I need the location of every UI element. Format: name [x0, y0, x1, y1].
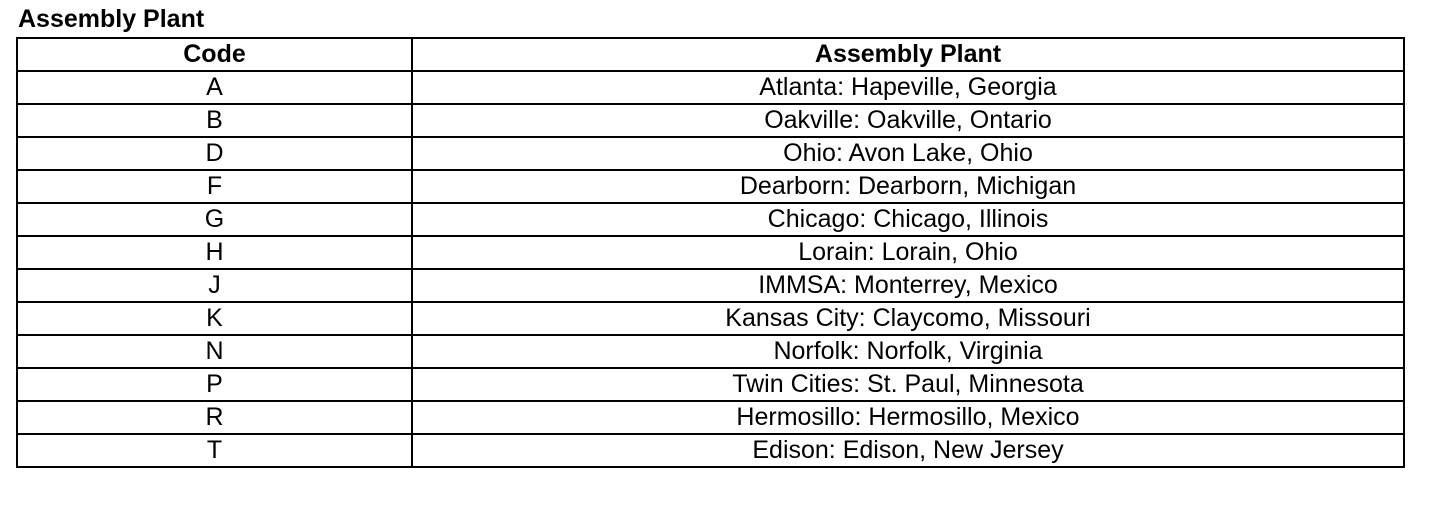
column-header-assembly-plant: Assembly Plant [412, 38, 1404, 71]
cell-assembly-plant: Hermosillo: Hermosillo, Mexico [412, 401, 1404, 434]
cell-code: T [17, 434, 412, 467]
cell-assembly-plant: Norfolk: Norfolk, Virginia [412, 335, 1404, 368]
cell-assembly-plant: Twin Cities: St. Paul, Minnesota [412, 368, 1404, 401]
table-row [17, 368, 1404, 401]
table-row [17, 335, 1404, 368]
column-header-code: Code [17, 38, 412, 71]
cell-code: A [17, 71, 412, 104]
table-row [17, 269, 1404, 302]
cell-assembly-plant: Edison: Edison, New Jersey [412, 434, 1404, 467]
table-row [17, 434, 1404, 467]
table-row [17, 170, 1404, 203]
cell-assembly-plant: Chicago: Chicago, Illinois [412, 203, 1404, 236]
cell-assembly-plant: IMMSA: Monterrey, Mexico [412, 269, 1404, 302]
cell-code: D [17, 137, 412, 170]
cell-code: P [17, 368, 412, 401]
cell-assembly-plant: Oakville: Oakville, Ontario [412, 104, 1404, 137]
table-row [17, 236, 1404, 269]
cell-code: K [17, 302, 412, 335]
table-row [17, 104, 1404, 137]
cell-code: G [17, 203, 412, 236]
cell-code: N [17, 335, 412, 368]
table-row [17, 401, 1404, 434]
table-row [17, 302, 1404, 335]
table-row [17, 137, 1404, 170]
cell-code: R [17, 401, 412, 434]
cell-assembly-plant: Lorain: Lorain, Ohio [412, 236, 1404, 269]
cell-assembly-plant: Ohio: Avon Lake, Ohio [412, 137, 1404, 170]
cell-code: B [17, 104, 412, 137]
cell-code: F [17, 170, 412, 203]
cell-assembly-plant: Dearborn: Dearborn, Michigan [412, 170, 1404, 203]
cell-code: H [17, 236, 412, 269]
page-title: Assembly Plant [18, 5, 205, 33]
table-row [17, 71, 1404, 104]
assembly-plant-table [16, 37, 1405, 468]
table-header-row [17, 38, 1404, 71]
table-row [17, 203, 1404, 236]
cell-assembly-plant: Kansas City: Claycomo, Missouri [412, 302, 1404, 335]
cell-assembly-plant: Atlanta: Hapeville, Georgia [412, 71, 1404, 104]
cell-code: J [17, 269, 412, 302]
